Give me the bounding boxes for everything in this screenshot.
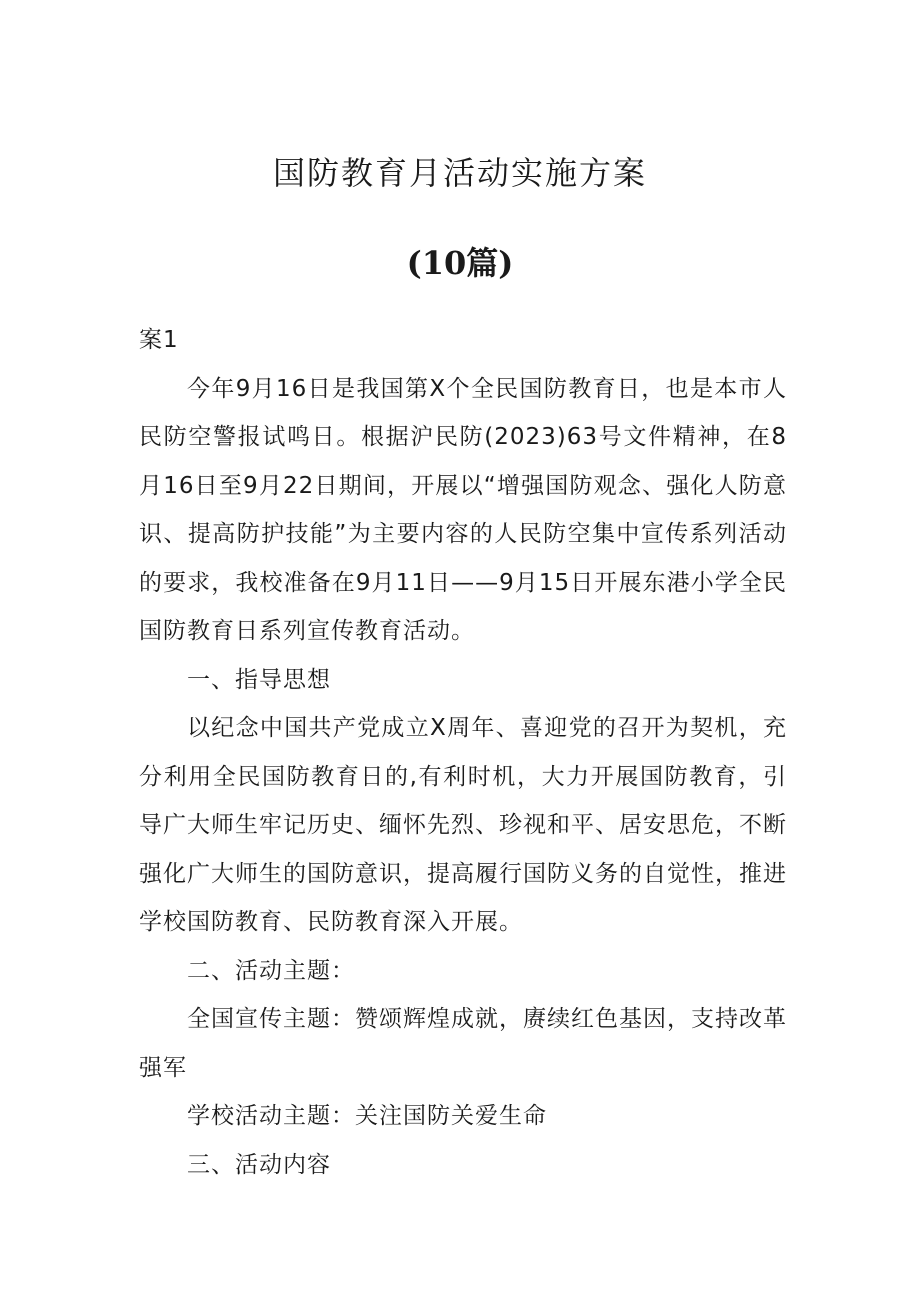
- body-paragraph: 案1: [139, 327, 179, 353]
- body-paragraph: 今年9月16日是我国第X个全民国防教育日，也是本市人民防空警报试鸣日。根据沪民防(2023)63号文件精神，在8月16日至9月22日期间，开展以“增强国防观念、强化人防意识、提高防护技能”为主要内容的人民防空集中宣传系列活动的要求，我校准备在9月11日——9月15日开展东港小学全民国防教育日系列宣传教育活动。: [139, 375, 787, 644]
- body-paragraph: 三、活动内容: [187, 1151, 331, 1178]
- body-paragraph: 以纪念中国共产党成立X周年、喜迎党的召开为契机，充分利用全民国防教育日的,有利时机，大力开展国防教育，引导广大师生牢记历史、缅怀先烈、珍视和平、居安思危，不断强化广大师生的国防意识，提高履行国防义务的自觉性，推进学校国防教育、民防教育深入开展。: [139, 715, 787, 935]
- document-subtitle: (10篇): [406, 244, 514, 282]
- document-body: [139, 316, 787, 1189]
- document-title: 国防教育月活动实施方案: [272, 154, 647, 192]
- body-paragraph: 全国宣传主题：赞颂辉煌成就，赓续红色基因，支持改革强军: [139, 1006, 787, 1081]
- body-paragraph: 学校活动主题：关注国防关爱生命: [187, 1103, 547, 1129]
- body-paragraph: 一、指导思想: [187, 666, 331, 693]
- body-paragraph: 二、活动主题：: [187, 957, 355, 984]
